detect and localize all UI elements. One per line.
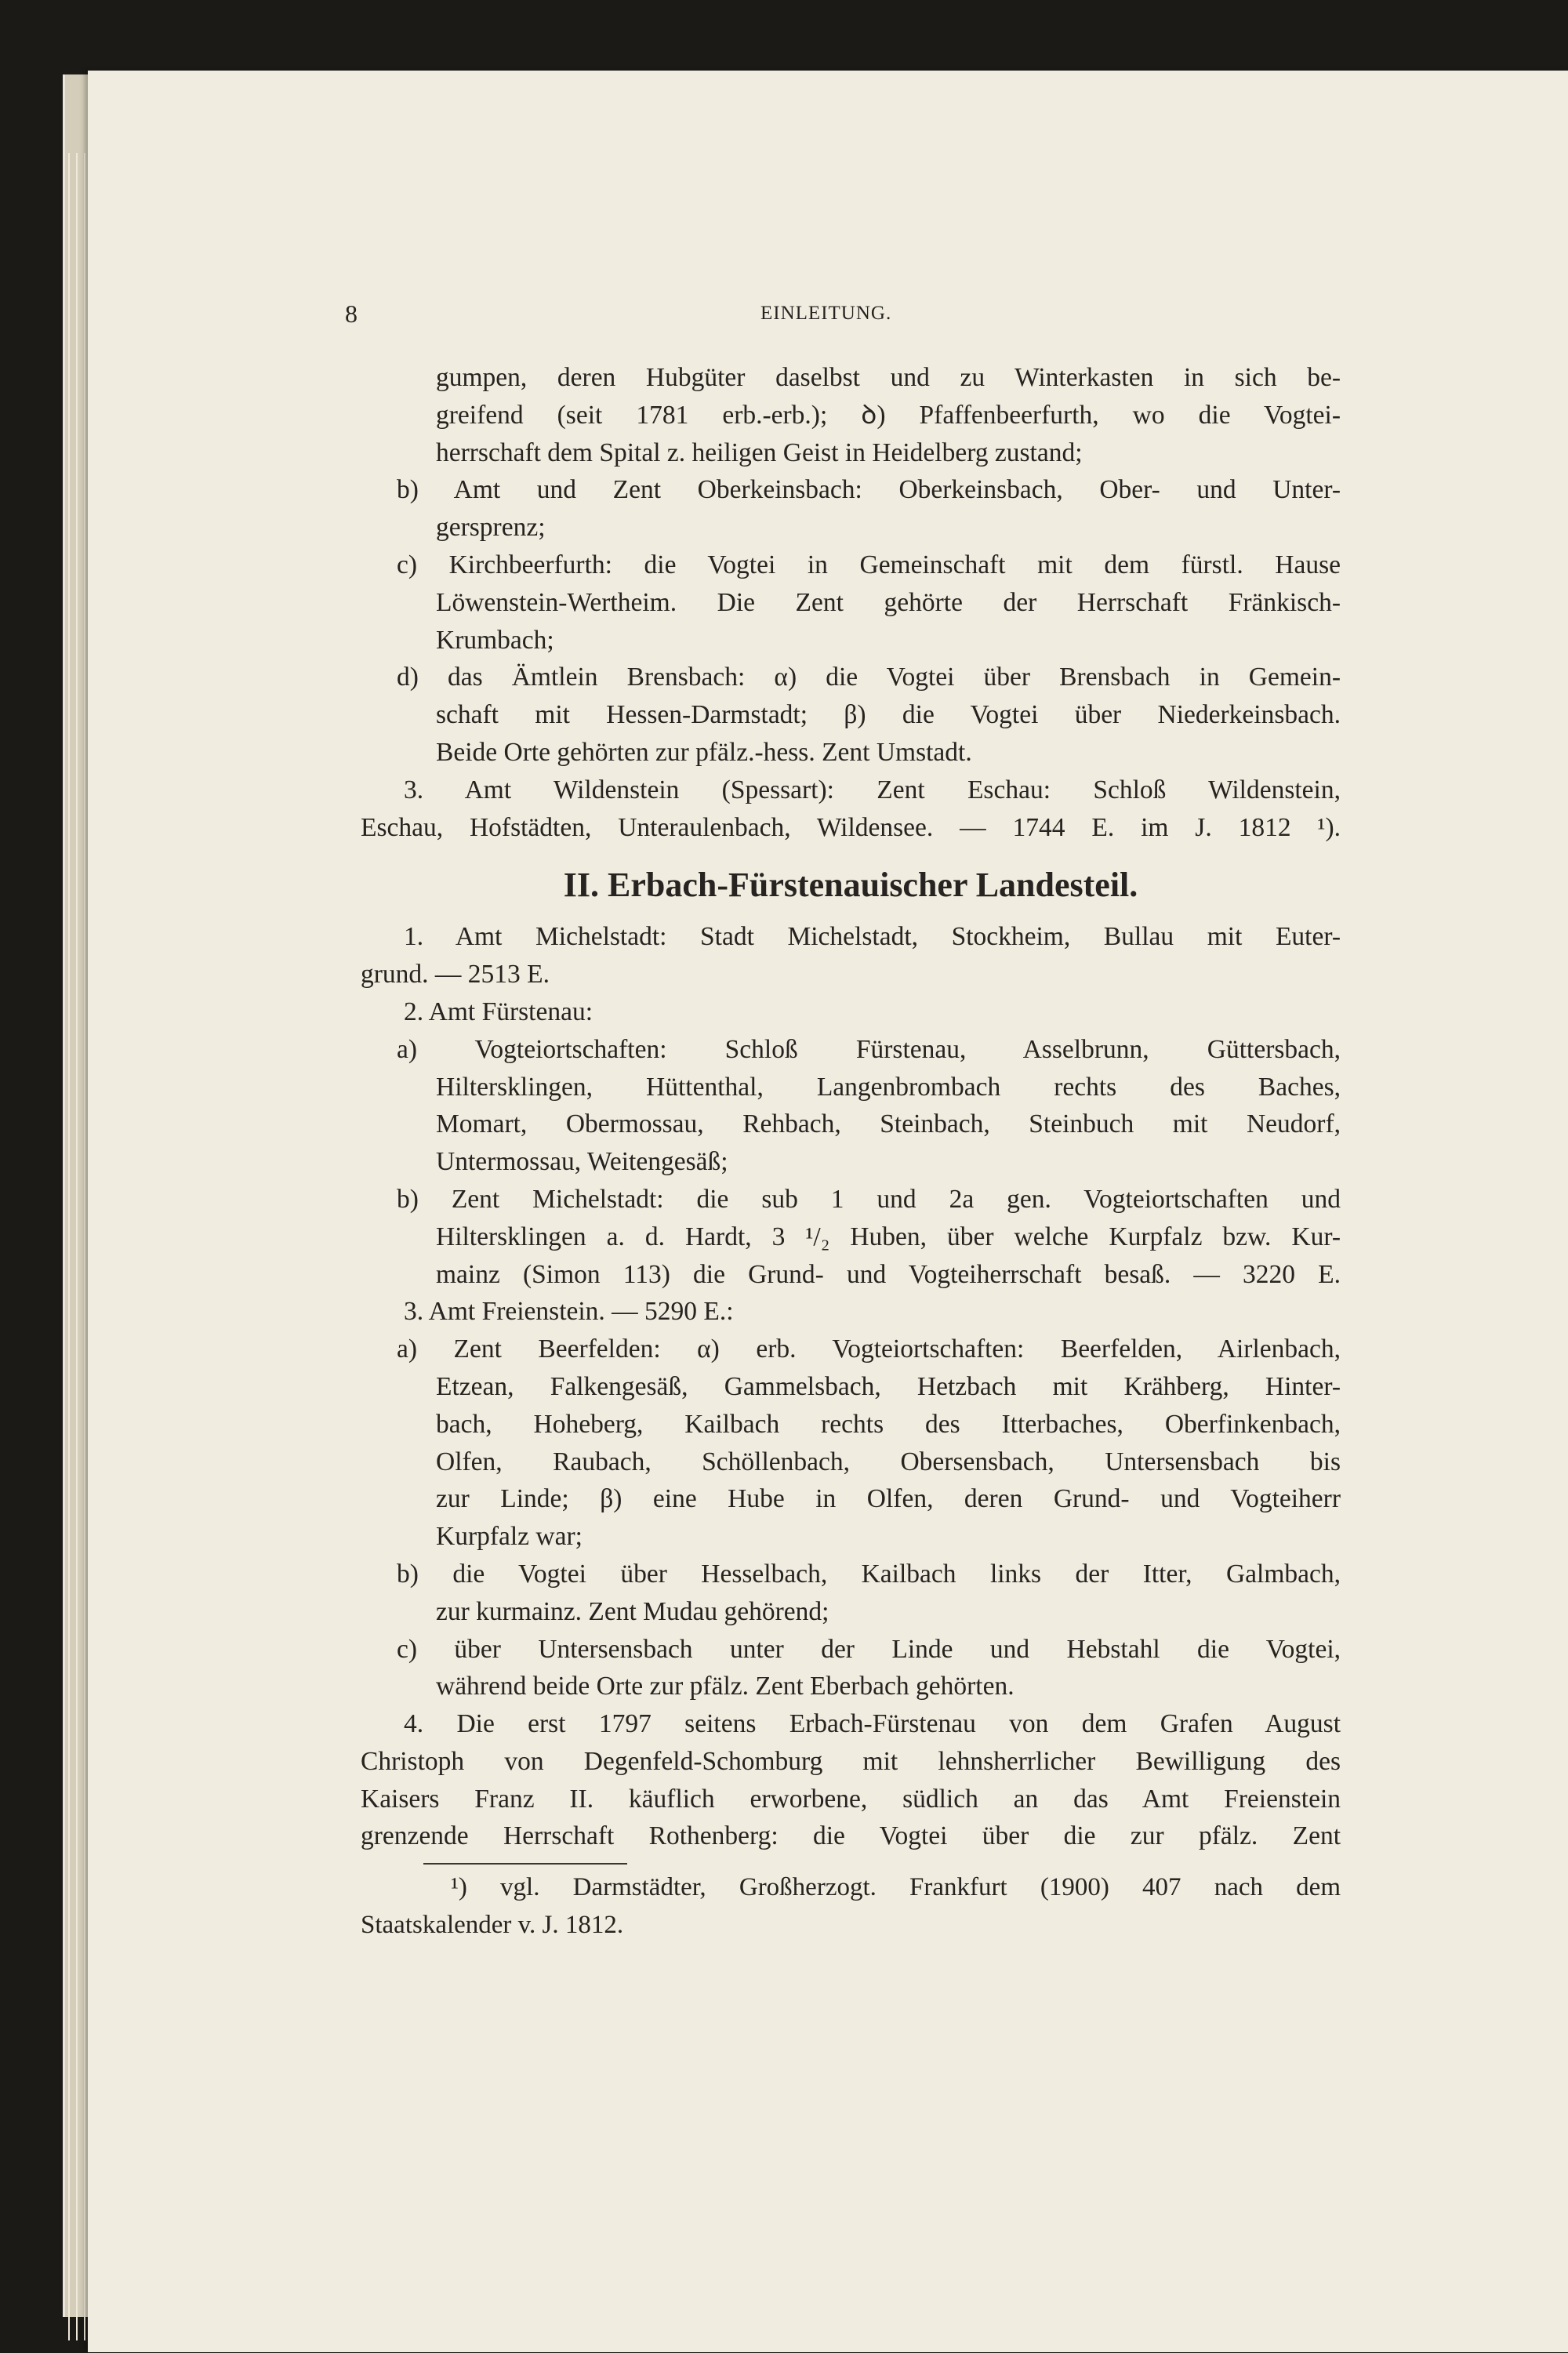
text-line: Löwenstein-Wertheim. Die Zent gehörte der Herrschaft Fränkisch-	[436, 587, 1341, 617]
page-edge	[76, 153, 78, 2340]
text-line: Etzean, Falkengesäß, Gammelsbach, Hetzbach mit Krähberg, Hinter-	[436, 1371, 1341, 1401]
text-line: Eschau, Hofstädten, Unteraulenbach, Wildensee. — 1744 E. im J. 1812 ¹).	[361, 812, 1341, 842]
text-line: mainz (Simon 113) die Grund- und Vogteiherrschaft besaß. — 3220 E.	[436, 1259, 1341, 1289]
text-line: Christoph von Degenfeld-Schomburg mit lehnsherrlicher Bewilligung des	[361, 1746, 1341, 1776]
text-line: c) über Untersensbach unter der Linde und Hebstahl die Vogtei,	[397, 1634, 1341, 1664]
footnote-line: Staatskalender v. J. 1812.	[361, 1911, 624, 1940]
page-edge	[84, 153, 85, 2340]
text-line: gersprenz;	[436, 513, 546, 543]
text-line: 1. Amt Michelstadt: Stadt Michelstadt, Stockheim, Bullau mit Euter-	[404, 922, 1341, 952]
text-line: zur Linde; β) eine Hube in Olfen, deren Grund- und Vogteiherr	[436, 1484, 1341, 1514]
text-line: Kurpfalz war;	[436, 1522, 583, 1552]
text-line: 2. Amt Fürstenau:	[404, 997, 593, 1026]
text-line: schaft mit Hessen-Darmstadt; β) die Vogtei über Niederkeinsbach.	[436, 700, 1341, 730]
page-edge	[68, 153, 70, 2340]
section-heading: II. Erbach-Fürstenauischer Landesteil.	[563, 866, 1138, 905]
text-line: Kaisers Franz II. käuflich erworbene, südlich an das Amt Freienstein	[361, 1784, 1341, 1814]
text-line: c) Kirchbeerfurth: die Vogtei in Gemeinschaft mit dem fürstl. Hause	[397, 550, 1341, 579]
footnote-line: ¹) vgl. Darmstädter, Großherzogt. Frankfurt (1900) 407 nach dem	[451, 1873, 1341, 1902]
text-line: greifend (seit 1781 erb.-erb.); ꝺ) Pfaffenbeerfurth, wo die Vogtei-	[436, 400, 1341, 430]
body-text	[361, 359, 1341, 1944]
text-line: Hiltersklingen a. d. Hardt, 3 ¹/₂ Huben, über welche Kurpfalz bzw. Kur-	[436, 1222, 1341, 1251]
text-line: Krumbach;	[436, 625, 554, 655]
text-line: gumpen, deren Hubgüter daselbst und zu Winterkasten in sich be-	[436, 363, 1341, 392]
text-line: herrschaft dem Spital z. heiligen Geist in Heidelberg zustand;	[436, 438, 1083, 467]
text-line: Olfen, Raubach, Schöllenbach, Obersensbach, Untersensbach bis	[436, 1447, 1341, 1476]
page-number: 8	[345, 300, 358, 328]
text-line: b) Zent Michelstadt: die sub 1 und 2a gen. Vogteiortschaften und	[397, 1184, 1341, 1214]
text-line: bach, Hoheberg, Kailbach rechts des Itterbaches, Oberfinkenbach,	[436, 1409, 1341, 1439]
text-line: grenzende Herrschaft Rothenberg: die Vogtei über die zur pfälz. Zent	[361, 1821, 1341, 1851]
text-line: d) das Ämtlein Brensbach: α) die Vogtei über Brensbach in Gemein-	[397, 663, 1341, 692]
text-line: b) die Vogtei über Hesselbach, Kailbach links der Itter, Galmbach,	[397, 1559, 1341, 1589]
footnote-rule	[423, 1863, 627, 1865]
text-line: a) Vogteiortschaften: Schloß Fürstenau, Asselbrunn, Güttersbach,	[397, 1034, 1341, 1064]
text-line: Hiltersklingen, Hüttenthal, Langenbrombach rechts des Baches,	[436, 1072, 1341, 1102]
text-line: a) Zent Beerfelden: α) erb. Vogteiortschaften: Beerfelden, Airlenbach,	[397, 1334, 1341, 1364]
text-line: 4. Die erst 1797 seitens Erbach-Fürstenau von dem Grafen August	[404, 1709, 1341, 1739]
page-header	[345, 300, 1348, 339]
text-line: Beide Orte gehörten zur pfälz.-hess. Zent Umstadt.	[436, 737, 972, 767]
text-line: während beide Orte zur pfälz. Zent Eberbach gehörten.	[436, 1672, 1014, 1701]
text-line: 3. Amt Wildenstein (Spessart): Zent Eschau: Schloß Wildenstein,	[404, 775, 1341, 804]
running-head: EINLEITUNG.	[760, 303, 892, 324]
text-line: Momart, Obermossau, Rehbach, Steinbach, Steinbuch mit Neudorf,	[436, 1109, 1341, 1139]
text-line: 3. Amt Freienstein. — 5290 E.:	[404, 1297, 734, 1327]
text-line: b) Amt und Zent Oberkeinsbach: Oberkeinsbach, Ober- und Unter-	[397, 475, 1341, 505]
text-line: grund. — 2513 E.	[361, 960, 550, 989]
text-line: Untermossau, Weitengesäß;	[436, 1147, 728, 1177]
text-line: zur kurmainz. Zent Mudau gehörend;	[436, 1596, 829, 1626]
